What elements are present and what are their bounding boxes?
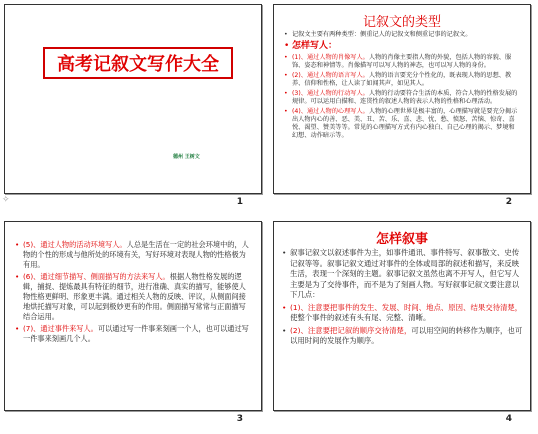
item-text: 人物的肖像主要指人物的外貌，包括人物的容貌、服饰、姿态和神情等。肖像描写可以写人物的神态，也可以写人物的身份。 bbox=[292, 54, 512, 69]
item-text: 叙事记叙文以叙述事件为主，如事件通讯、事件特写、叙事散文、史传记叙等等。叙事记叙文通过对事件的全体或局部的叙述和描写，来反映生活，表现一个深刻的主题。叙事记叙文虽然也离不开写人，但它写人主要是为了交待事件，而不是为了刻画人物。写好叙事记叙文要注意以下几点： bbox=[290, 248, 520, 299]
slide-panel-4 bbox=[269, 217, 538, 434]
slide-number: 4 bbox=[505, 414, 512, 424]
list-item bbox=[282, 326, 524, 347]
title-box bbox=[43, 47, 233, 79]
slide-thumbnail-3[interactable] bbox=[4, 221, 262, 411]
slide-title: 记叙文的类型 bbox=[362, 15, 441, 30]
item-heading: (2)、注意要把记叙的顺序交待清楚， bbox=[290, 325, 412, 335]
list-item bbox=[284, 54, 520, 70]
slide-number: 3 bbox=[236, 414, 243, 424]
list-item bbox=[15, 272, 251, 322]
slide-body bbox=[284, 31, 520, 142]
list-item bbox=[282, 303, 524, 324]
list-item bbox=[284, 108, 520, 140]
item-heading: (7)、通过事件来写人。 bbox=[23, 324, 98, 333]
slide-title: 怎样叙事 bbox=[375, 232, 428, 247]
list-item bbox=[284, 90, 520, 106]
item-text: 使整个事件的叙述有头有尾、完整、清晰。 bbox=[290, 313, 431, 322]
slide-thumbnail-2[interactable] bbox=[273, 4, 531, 194]
slide-thumbnail-4[interactable] bbox=[273, 221, 531, 411]
slide-panel-2 bbox=[269, 0, 538, 217]
item-heading: (1)、通过人物的肖像写人。 bbox=[292, 54, 369, 61]
subheading: 怎样写人： bbox=[292, 41, 338, 51]
presentation-title: 高考记叙文写作大全 bbox=[57, 54, 219, 75]
item-heading: (5)、通过人物的活动环境写人。 bbox=[23, 240, 127, 249]
item-text: 人总是生活在一定的社会环境中的，人物的个性的形成与他所处的环境有关，写好环境对表现人物的性格极为有用。 bbox=[23, 240, 249, 269]
slide-number: 1 bbox=[236, 197, 243, 207]
slide-transition-icon: ✧ bbox=[2, 195, 10, 205]
slide-number: 2 bbox=[505, 197, 512, 207]
item-text: 人物的心理世界是极丰富的，心理描写就是要充分揭示出人物内心的善、恶、美、丑、苦、乐、喜、悲、忧、愁、愤怒、苦恼、惊奇、喜悦、渴望、赞美等等。常见的心理描写方式有内心独白、自己心理的揭示、梦境和幻想、动作暗示等。 bbox=[292, 108, 518, 139]
slide-panel-1 bbox=[0, 0, 269, 217]
list-item bbox=[284, 31, 520, 39]
author-text: 德州 王树文 bbox=[173, 154, 200, 160]
list-item bbox=[15, 324, 251, 344]
slide-body bbox=[15, 240, 251, 346]
item-heading: (3)、通过人物的行动写人。 bbox=[292, 90, 369, 97]
item-text: 人物的行动要符合生活的本质，符合人物的性格发展的规律。可以运用白描和、连贯性的叙述人物的表示人物的性格和心理活动。 bbox=[292, 90, 518, 105]
item-heading: (2)、通过人物的语言写人。 bbox=[292, 72, 369, 79]
intro-text: 记叙文主要有两种类型：侧重记人的记叙文和侧重记事的记叙文。 bbox=[292, 31, 472, 38]
item-heading: (6)、通过细节描写、侧面描写的方法来写人。 bbox=[23, 272, 170, 281]
item-text: 可以通过写一件事来刻画一个人，也可以通过写一件事来刻画几个人。 bbox=[23, 324, 249, 343]
list-item bbox=[282, 248, 524, 301]
item-text: 根据人物性格发展的逻辑，捕捉、提炼最具有特征的细节，进行准确、真实的描写，能够使人物性格更鲜明、形象更丰满。通过相关人物的反映、评议，从侧面间接地烘托描写对象，可以起到极妙更有的作用。侧面描写常常与正面描写结合运用。 bbox=[23, 272, 246, 321]
list-item bbox=[15, 240, 251, 270]
item-heading: (1)、注意要把事件的发生、发展、时间、地点、原因、结果交待清楚， bbox=[290, 302, 523, 312]
item-text: 人物的语言要充分个性化的，既表现人物的思想、教养、信仰和性格，让人读了如闻其声，如见其人。 bbox=[292, 72, 512, 87]
item-text: 可以用空间的转移作为顺序，也可以用时间的发展作为顺序。 bbox=[290, 325, 523, 345]
slide-thumbnail-1[interactable] bbox=[4, 4, 262, 194]
item-heading: (4)、通过人物的心理写人。 bbox=[292, 108, 369, 115]
slide-panel-3 bbox=[0, 217, 269, 434]
list-item bbox=[284, 41, 520, 52]
list-item bbox=[284, 72, 520, 88]
slide-body bbox=[282, 248, 524, 349]
